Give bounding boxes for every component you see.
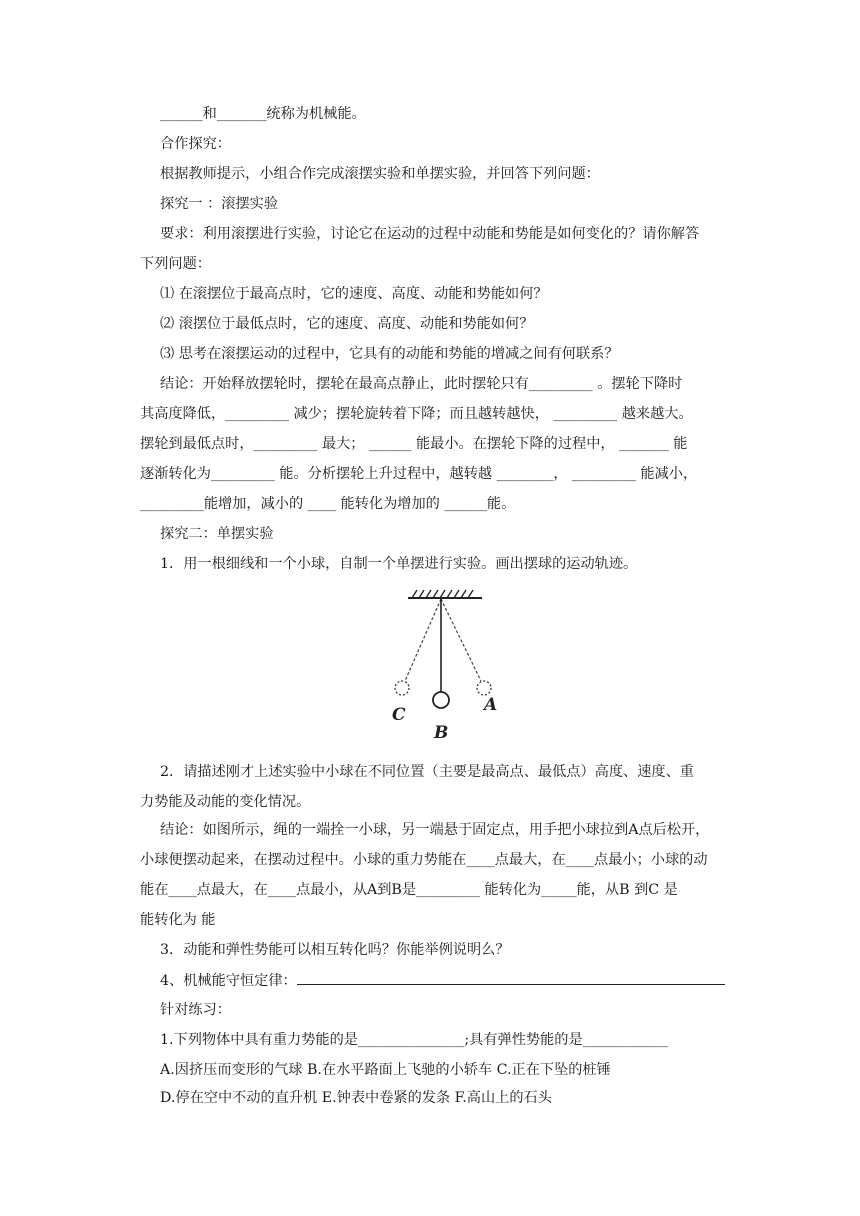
label-c: C bbox=[392, 705, 406, 725]
string-a bbox=[441, 599, 481, 681]
text-line: 摆轮到最低点时，_________ 最大； ______ 能最小。在摆轮下降的过程中， _______ 能 bbox=[140, 436, 688, 452]
text-line: 要求：利用滚摆进行实验，讨论它在运动的过程中动能和势能是如何变化的？请你解答 bbox=[160, 226, 700, 242]
ball-c bbox=[395, 681, 409, 695]
section-heading: 针对练习： bbox=[160, 1002, 231, 1018]
text-line: 结论：开始释放摆轮时，摆轮在最高点静止，此时摆轮只有_________ 。摆轮下降时 bbox=[160, 376, 683, 392]
text-line: _________能增加，减小的 ____ 能转化为增加的 ______能。 bbox=[140, 496, 516, 512]
label-b: B bbox=[434, 723, 449, 743]
ball-b bbox=[433, 692, 449, 708]
ceiling-hatch bbox=[412, 590, 473, 598]
question-item: ⑶ 思考在滚摆运动的过程中，它具有的动能和势能的增减之间有何联系？ bbox=[160, 346, 619, 362]
text-line: 小球便摆动起来，在摆动过程中。小球的重力势能在____点最大，在____点最小；小球的动 bbox=[140, 852, 708, 868]
text-line: 力势能及动能的变化情况。 bbox=[140, 794, 311, 810]
label-a: A bbox=[484, 695, 498, 715]
section-heading: 探究一 ：滚摆实验 bbox=[160, 196, 279, 212]
text-line bbox=[160, 970, 725, 991]
section-heading: 合作探究： bbox=[160, 136, 231, 152]
text-line: 2．请描述刚才上述实验中小球在不同位置（主要是最高点、最低点）高度、速度、重 bbox=[160, 764, 694, 780]
text-line: 下列问题： bbox=[140, 256, 211, 272]
text-line: 结论：如图所示，绳的一端拴一小球，另一端悬于固定点，用手把小球拉到A点后松开， bbox=[160, 822, 710, 838]
string-c bbox=[405, 599, 441, 681]
option-line: D.停在空中不动的直升机 E.钟表中卷紧的发条 F.高山上的石头 bbox=[160, 1090, 552, 1106]
question-item: ⑵ 滚摆位于最低点时，它的速度、高度、动能和势能如何？ bbox=[160, 316, 534, 332]
option-line: A.因挤压而变形的气球 B.在水平路面上飞驰的小轿车 C.正在下坠的桩锤 bbox=[160, 1062, 611, 1078]
text-line: 其高度降低，_________ 减少；摆轮旋转着下降；而且越转越快， _________ 越来越大。 bbox=[140, 406, 693, 422]
text-line: 3．动能和弹性势能可以相互转化吗？你能举例说明么？ bbox=[160, 942, 510, 958]
text-line: 逐渐转化为_________ 能。分析摆轮上升过程中，越转越 ________， _________ 能减小， bbox=[140, 466, 698, 482]
answer-blank bbox=[297, 970, 725, 985]
section-heading: 探究二：单摆实验 bbox=[160, 526, 274, 542]
question-item: ⑴ 在滚摆位于最高点时，它的速度、高度、动能和势能如何？ bbox=[160, 286, 548, 302]
text-line: 1．用一根细线和一个小球，自制一个单摆进行实验。画出摆球的运动轨迹。 bbox=[160, 556, 638, 572]
ball-a bbox=[477, 681, 491, 695]
text-line: 能在____点最大，在____点最小，从A到B是_________ 能转化为_____能，从B 到C 是 bbox=[140, 882, 678, 898]
text-line: 能转化为 能 bbox=[140, 912, 216, 928]
text-line: ______和_______统称为机械能。 bbox=[160, 106, 366, 122]
law-label: 4、机械能守恒定律： bbox=[160, 973, 297, 989]
question-item: 1.下列物体中具有重力势能的是_______________;具有弹性势能的是____________ bbox=[160, 1032, 668, 1048]
text-line: 根据教师提示，小组合作完成滚摆实验和单摆实验，并回答下列问题： bbox=[160, 166, 600, 182]
pendulum-diagram bbox=[388, 586, 498, 746]
